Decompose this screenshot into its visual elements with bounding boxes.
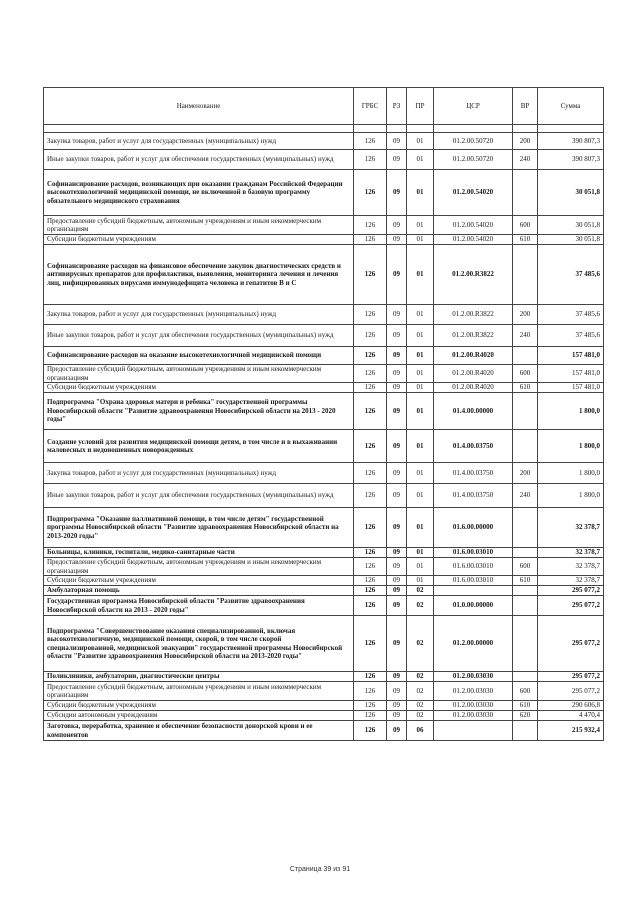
cell-grbs: 126: [354, 365, 387, 383]
cell-vr: 610: [513, 701, 538, 711]
cell-sum: 295 077,2: [538, 616, 604, 672]
cell-grbs: 126: [354, 325, 387, 347]
col-header-pr: ПР: [407, 88, 434, 125]
cell-vr: 200: [513, 305, 538, 325]
cell-rz: 09: [387, 508, 407, 548]
cell-pr: 02: [407, 586, 434, 596]
cell-grbs: 126: [354, 558, 387, 576]
cell-sum: 1 800,0: [538, 430, 604, 463]
cell-vr: [513, 347, 538, 365]
cell-name: Закупка товаров, работ и услуг для государственных (муниципальных) нужд: [44, 305, 354, 325]
cell-rz: 09: [387, 365, 407, 383]
cell-name: Субсидии бюджетным учреждениям: [44, 383, 354, 393]
cell-csr: 01.6.00.03010: [434, 576, 513, 586]
cell-name: Предоставление субсидий бюджетным, автономным учреждениям и иным некоммерческим организациям: [44, 365, 354, 383]
cell-vr: 200: [513, 133, 538, 150]
cell-name: Софинансирование расходов на оказание высокотехнологичной медицинской помощи: [44, 347, 354, 365]
cell-pr: 01: [407, 133, 434, 150]
table-row: [44, 216, 604, 235]
table-row: [44, 484, 604, 508]
cell-sum: 290 606,8: [538, 701, 604, 711]
cell-vr: 610: [513, 235, 538, 245]
cell-name: Закупка товаров, работ и услуг для государственных (муниципальных) нужд: [44, 463, 354, 484]
cell-sum: 30 051,8: [538, 170, 604, 216]
cell-sum: 32 378,7: [538, 576, 604, 586]
cell-grbs: 126: [354, 721, 387, 741]
table-row: [44, 548, 604, 558]
cell-grbs: 126: [354, 586, 387, 596]
cell-vr: [513, 586, 538, 596]
cell-csr: [434, 721, 513, 741]
cell-name: Софинансирование расходов, возникающих при оказании гражданам Российской Федерации высокотехнологичной медицинской помощи, не включенной в базовую программу обязательного медицинского страхования: [44, 170, 354, 216]
cell-rz: 09: [387, 576, 407, 586]
cell-rz: 09: [387, 305, 407, 325]
cell-grbs: 126: [354, 508, 387, 548]
cell-pr: 01: [407, 576, 434, 586]
cell-rz: 09: [387, 216, 407, 235]
cell-csr: 01.2.00.00000: [434, 616, 513, 672]
cell-rz: 09: [387, 245, 407, 305]
cell-sum: 30 051,8: [538, 235, 604, 245]
cell-vr: 600: [513, 558, 538, 576]
table-row: [44, 393, 604, 430]
cell-sum: 32 378,7: [538, 558, 604, 576]
col-header-vr: ВР: [513, 88, 538, 125]
cell-csr: 01.2.00.03030: [434, 701, 513, 711]
cell-name: Предоставление субсидий бюджетным, автономным учреждениям и иным некоммерческим организациям: [44, 682, 354, 701]
cell-pr: 01: [407, 508, 434, 548]
cell-vr: 240: [513, 484, 538, 508]
page-number: Страница 39 из 91: [289, 866, 351, 873]
cell-name: Субсидии бюджетным учреждениям: [44, 576, 354, 586]
table-row: [44, 235, 604, 245]
col-header-name: Наименование: [44, 88, 354, 125]
table-row: [44, 672, 604, 682]
table-row: [44, 325, 604, 347]
cell-sum: 295 077,2: [538, 596, 604, 616]
cell-vr: 600: [513, 682, 538, 701]
cell-vr: 620: [513, 711, 538, 721]
cell-csr: 01.2.00.03030: [434, 711, 513, 721]
cell-vr: 200: [513, 463, 538, 484]
cell-grbs: 126: [354, 170, 387, 216]
table-row: [44, 586, 604, 596]
table-row: [44, 576, 604, 586]
cell-rz: 09: [387, 235, 407, 245]
cell-rz: 09: [387, 616, 407, 672]
cell-sum: 1 800,0: [538, 393, 604, 430]
cell-pr: 01: [407, 430, 434, 463]
cell-pr: 01: [407, 548, 434, 558]
cell-vr: 600: [513, 216, 538, 235]
cell-grbs: 126: [354, 616, 387, 672]
cell-name: Иные закупки товаров, работ и услуг для обеспечения государственных (муниципальных) нужд: [44, 484, 354, 508]
cell-csr: [434, 586, 513, 596]
cell-sum: 37 485,6: [538, 245, 604, 305]
cell-rz: 09: [387, 393, 407, 430]
cell-csr: 01.2.00.03030: [434, 672, 513, 682]
cell-sum: 390 807,3: [538, 150, 604, 170]
cell-name: Субсидии автономным учреждениям: [44, 711, 354, 721]
cell-pr: 02: [407, 701, 434, 711]
cell-name: Подпрограмма "Оказание паллиативной помощи, в том числе детям" государственной программы Новосибирской области "Развитие здравоохранения Новосибирской области на 2013-2020 годы": [44, 508, 354, 548]
cell-sum: 390 807,3: [538, 133, 604, 150]
cell-rz: 09: [387, 682, 407, 701]
cell-sum: 32 378,7: [538, 548, 604, 558]
table-row: [44, 711, 604, 721]
table-header: [44, 88, 604, 133]
cell-vr: [513, 245, 538, 305]
cell-name: Субсидии бюджетным учреждениям: [44, 235, 354, 245]
cell-name: Субсидии бюджетным учреждениям: [44, 701, 354, 711]
cell-csr: 01.2.00.54020: [434, 216, 513, 235]
cell-pr: 01: [407, 347, 434, 365]
table-row: [44, 596, 604, 616]
cell-csr: 01.4.00.03750: [434, 463, 513, 484]
cell-sum: 1 800,0: [538, 484, 604, 508]
cell-vr: [513, 721, 538, 741]
cell-grbs: 126: [354, 711, 387, 721]
cell-rz: 09: [387, 170, 407, 216]
cell-rz: 09: [387, 150, 407, 170]
table-row: [44, 682, 604, 701]
cell-vr: 610: [513, 383, 538, 393]
cell-grbs: 126: [354, 596, 387, 616]
cell-rz: 09: [387, 548, 407, 558]
table-row: [44, 701, 604, 711]
cell-grbs: 126: [354, 682, 387, 701]
cell-sum: 157 481,0: [538, 347, 604, 365]
cell-csr: 01.2.00.50720: [434, 150, 513, 170]
cell-name: Больницы, клиники, госпитали, медико-санитарные части: [44, 548, 354, 558]
cell-vr: 240: [513, 325, 538, 347]
table-row: [44, 616, 604, 672]
cell-pr: 01: [407, 463, 434, 484]
cell-sum: 295 077,2: [538, 586, 604, 596]
cell-rz: 09: [387, 133, 407, 150]
cell-pr: 02: [407, 616, 434, 672]
cell-grbs: 126: [354, 383, 387, 393]
cell-csr: 01.4.00.00000: [434, 393, 513, 430]
cell-sum: 37 485,6: [538, 305, 604, 325]
cell-vr: [513, 170, 538, 216]
cell-pr: 02: [407, 682, 434, 701]
cell-csr: 01.4.00.03750: [434, 484, 513, 508]
cell-name: Закупка товаров, работ и услуг для государственных (муниципальных) нужд: [44, 133, 354, 150]
cell-csr: 01.2.00.03030: [434, 682, 513, 701]
cell-vr: 240: [513, 150, 538, 170]
cell-name: Предоставление субсидий бюджетным, автономным учреждениям и иным некоммерческим организациям: [44, 216, 354, 235]
col-header-csr: ЦСР: [434, 88, 513, 125]
table-row: [44, 305, 604, 325]
cell-rz: 09: [387, 484, 407, 508]
cell-pr: 01: [407, 383, 434, 393]
cell-csr: 01.2.00.R3822: [434, 325, 513, 347]
cell-grbs: 126: [354, 133, 387, 150]
cell-vr: [513, 430, 538, 463]
cell-csr: 01.6.00.03010: [434, 548, 513, 558]
cell-vr: [513, 616, 538, 672]
table-row: [44, 383, 604, 393]
table-row: [44, 508, 604, 548]
cell-csr: 01.6.00.00000: [434, 508, 513, 548]
table-row: [44, 430, 604, 463]
cell-grbs: 126: [354, 305, 387, 325]
cell-rz: 09: [387, 430, 407, 463]
cell-name: Иные закупки товаров, работ и услуг для обеспечения государственных (муниципальных) нужд: [44, 150, 354, 170]
cell-sum: 4 470,4: [538, 711, 604, 721]
cell-name: Подпрограмма "Совершенствование оказания специализированной, включая высокотехнологичную, медицинской помощи, скорой, в том числе скорой специализированной, медицинской эвакуации" государственной программы Новосибирской области "Развитие здравоохранения Новосибирской области на 2013-2020 годы": [44, 616, 354, 672]
table-row: [44, 133, 604, 150]
cell-rz: 09: [387, 586, 407, 596]
table-row: [44, 245, 604, 305]
col-header-grbs: ГРБС: [354, 88, 387, 125]
cell-csr: 01.6.00.03010: [434, 558, 513, 576]
cell-rz: 09: [387, 558, 407, 576]
cell-csr: 01.2.00.54020: [434, 235, 513, 245]
cell-pr: 01: [407, 216, 434, 235]
cell-grbs: 126: [354, 463, 387, 484]
cell-pr: 01: [407, 558, 434, 576]
cell-sum: 32 378,7: [538, 508, 604, 548]
cell-rz: 09: [387, 325, 407, 347]
cell-vr: [513, 393, 538, 430]
cell-pr: 01: [407, 235, 434, 245]
cell-rz: 09: [387, 383, 407, 393]
cell-csr: 01.4.00.03750: [434, 430, 513, 463]
table-row: [44, 365, 604, 383]
cell-name: Амбулаторная помощь: [44, 586, 354, 596]
cell-pr: 02: [407, 672, 434, 682]
cell-grbs: 126: [354, 484, 387, 508]
cell-pr: 01: [407, 305, 434, 325]
cell-grbs: 126: [354, 150, 387, 170]
cell-vr: [513, 508, 538, 548]
cell-csr: 01.2.00.R4020: [434, 347, 513, 365]
cell-rz: 09: [387, 701, 407, 711]
cell-sum: 295 077,2: [538, 682, 604, 701]
col-header-sum: Сумма: [538, 88, 604, 125]
col-header-rz: РЗ: [387, 88, 407, 125]
cell-name: Поликлиники, амбулатории, диагностические центры: [44, 672, 354, 682]
cell-vr: 610: [513, 576, 538, 586]
cell-grbs: 126: [354, 245, 387, 305]
cell-pr: 01: [407, 484, 434, 508]
cell-pr: 02: [407, 711, 434, 721]
cell-name: Государственная программа Новосибирской области "Развитие здравоохранения Новосибирской области на 2013 - 2020 годы": [44, 596, 354, 616]
cell-grbs: 126: [354, 548, 387, 558]
cell-pr: 06: [407, 721, 434, 741]
cell-pr: 01: [407, 365, 434, 383]
cell-name: Предоставление субсидий бюджетным, автономным учреждениям и иным некоммерческим организациям: [44, 558, 354, 576]
cell-grbs: 126: [354, 701, 387, 711]
cell-csr: 01.2.00.R3822: [434, 305, 513, 325]
cell-pr: 01: [407, 170, 434, 216]
table-row: [44, 721, 604, 741]
cell-pr: 01: [407, 150, 434, 170]
cell-csr: 01.0.00.00000: [434, 596, 513, 616]
cell-pr: 01: [407, 245, 434, 305]
table-row: [44, 150, 604, 170]
cell-vr: [513, 596, 538, 616]
cell-rz: 09: [387, 711, 407, 721]
cell-sum: 295 077,2: [538, 672, 604, 682]
cell-name: Заготовка, переработка, хранение и обеспечение безопасности донорской крови и ее компонентов: [44, 721, 354, 741]
cell-rz: 09: [387, 463, 407, 484]
cell-sum: 37 485,6: [538, 325, 604, 347]
cell-csr: 01.2.00.50720: [434, 133, 513, 150]
cell-name: Подпрограмма "Охрана здоровья матери и ребенка" государственной программы Новосибирской области "Развитие здравоохранения Новосибирской области на 2013 - 2020 годы": [44, 393, 354, 430]
cell-vr: [513, 672, 538, 682]
cell-sum: 215 932,4: [538, 721, 604, 741]
cell-grbs: 126: [354, 576, 387, 586]
cell-pr: 01: [407, 393, 434, 430]
cell-grbs: 126: [354, 672, 387, 682]
cell-grbs: 126: [354, 347, 387, 365]
cell-vr: [513, 548, 538, 558]
cell-grbs: 126: [354, 393, 387, 430]
cell-rz: 09: [387, 596, 407, 616]
budget-table: [43, 87, 604, 741]
table-row: [44, 347, 604, 365]
cell-grbs: 126: [354, 235, 387, 245]
cell-sum: 157 481,0: [538, 365, 604, 383]
cell-csr: 01.2.00.R4020: [434, 365, 513, 383]
cell-sum: 157 481,0: [538, 383, 604, 393]
table-row: [44, 558, 604, 576]
cell-sum: 1 800,0: [538, 463, 604, 484]
cell-name: Софинансирование расходов на финансовое обеспечение закупок диагностических средств и антивирусных препаратов для профилактики, выявления, мониторинга лечения и лечения лиц, инфицированных вирусами иммунодефицита человека и гепатитов В и С: [44, 245, 354, 305]
cell-csr: 01.2.00.R4020: [434, 383, 513, 393]
table-body: [44, 133, 604, 741]
cell-name: Иные закупки товаров, работ и услуг для обеспечения государственных (муниципальных) нужд: [44, 325, 354, 347]
cell-sum: 30 051,8: [538, 216, 604, 235]
cell-vr: 600: [513, 365, 538, 383]
cell-rz: 09: [387, 721, 407, 741]
cell-name: Создание условий для развития медицинской помощи детям, в том числе и в выхаживании маловесных и недоношенных новорожденных: [44, 430, 354, 463]
cell-csr: 01.2.00.R3822: [434, 245, 513, 305]
cell-grbs: 126: [354, 216, 387, 235]
table-row: [44, 463, 604, 484]
cell-rz: 09: [387, 347, 407, 365]
header-spacer-row: [44, 125, 604, 133]
table-row: [44, 170, 604, 216]
cell-rz: 09: [387, 672, 407, 682]
cell-grbs: 126: [354, 430, 387, 463]
cell-csr: 01.2.00.54020: [434, 170, 513, 216]
cell-pr: 01: [407, 325, 434, 347]
cell-pr: 02: [407, 596, 434, 616]
